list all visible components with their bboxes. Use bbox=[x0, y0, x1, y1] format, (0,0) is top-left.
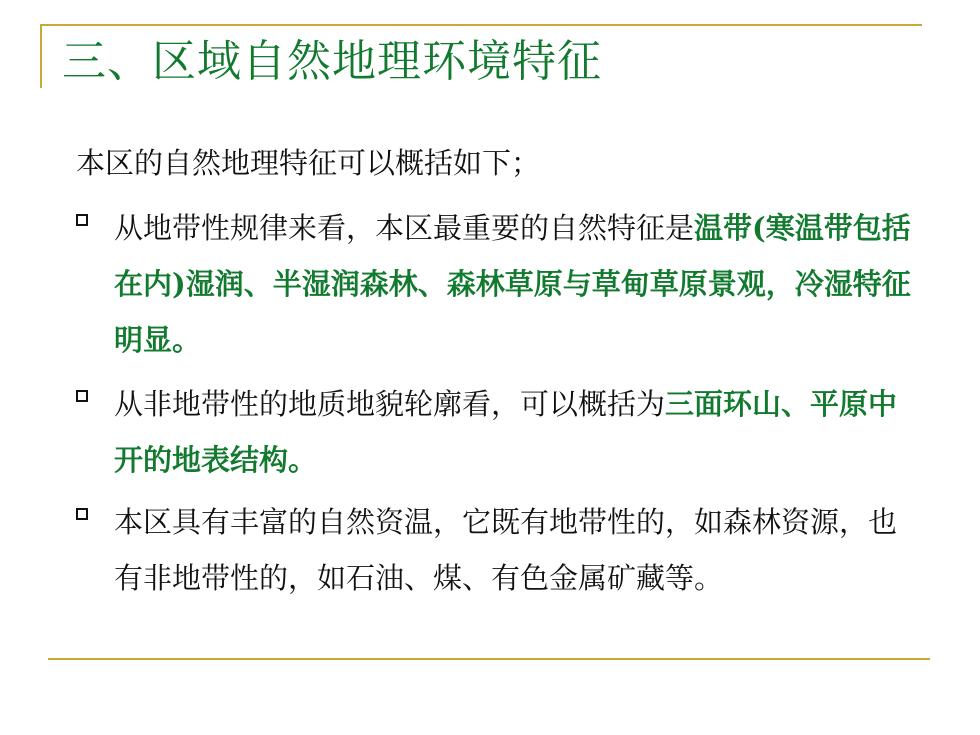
top-rule bbox=[40, 24, 922, 26]
square-bullet-icon bbox=[76, 390, 88, 402]
bullet-text-plain: 从地带性规律来看，本区最重要的自然特征是 bbox=[114, 211, 695, 245]
square-bullet-icon bbox=[76, 508, 88, 520]
left-rule bbox=[40, 24, 42, 88]
slide-title: 三、区域自然地理环境特征 bbox=[62, 36, 602, 87]
bullet-item-1 bbox=[76, 200, 916, 368]
bullet-text-highlight: 温带(寒温带包括在内)湿润、半湿润森林、森林草原与草甸草原景观，冷湿特征明显。 bbox=[114, 211, 911, 357]
bullet-text bbox=[114, 376, 916, 488]
bullet-text-plain: 从非地带性的地质地貌轮廓看，可以概括为 bbox=[114, 387, 666, 421]
bullet-text-highlight: 三面环山、平原中开的地表结构。 bbox=[114, 387, 898, 477]
bottom-rule bbox=[48, 658, 930, 660]
bullet-item-2 bbox=[76, 376, 916, 488]
intro-text: 本区的自然地理特征可以概括如下； bbox=[76, 146, 541, 180]
square-bullet-icon bbox=[76, 214, 88, 226]
bullet-text bbox=[114, 200, 916, 368]
bullet-text bbox=[114, 494, 916, 606]
bullet-text-plain: 本区具有丰富的自然资温，它既有地带性的，如森林资源，也有非地带性的，如石油、煤、有色金属矿藏等。 bbox=[114, 505, 898, 595]
bullet-item-3 bbox=[76, 494, 916, 606]
